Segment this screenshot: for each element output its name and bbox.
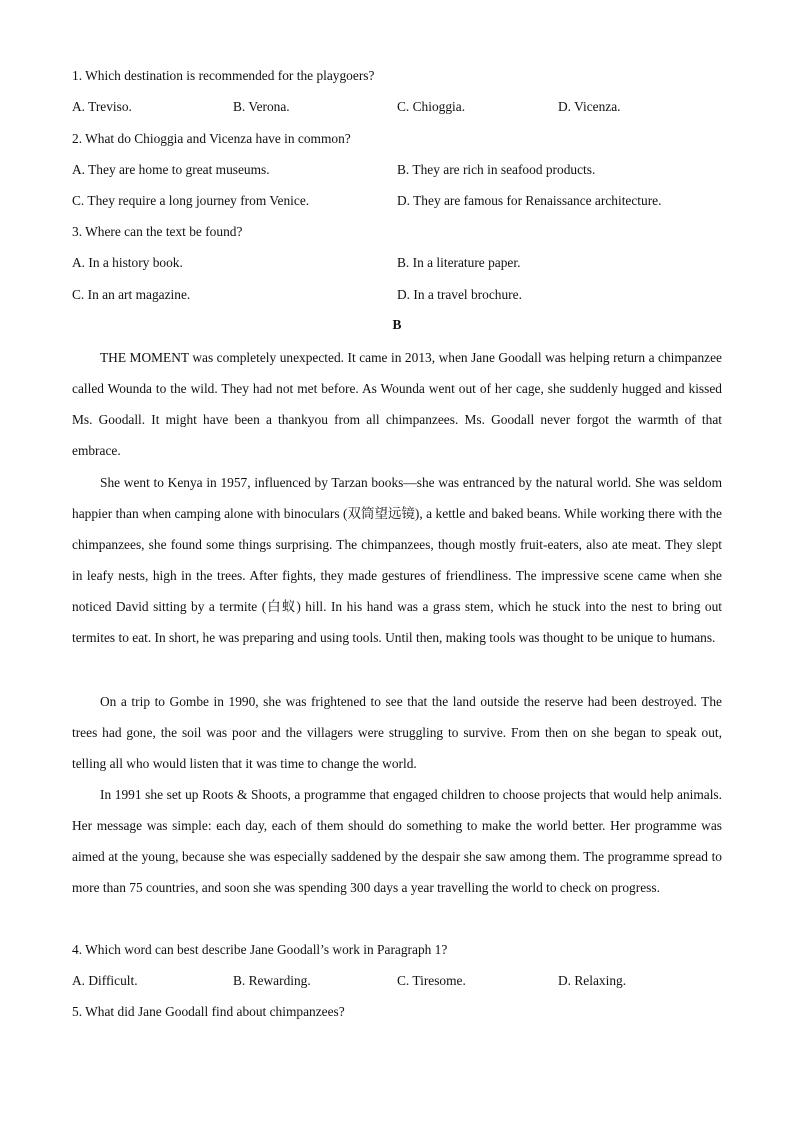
question-3-stem: 3. Where can the text be found?	[72, 224, 243, 239]
question-1-stem: 1. Which destination is recommended for the playgoers?	[72, 68, 375, 83]
question-4-option-b: B. Rewarding.	[233, 973, 311, 988]
question-4-option-a: A. Difficult.	[72, 973, 138, 988]
question-2-option-d: D. They are famous for Renaissance architecture.	[397, 193, 662, 208]
question-2-stem: 2. What do Chioggia and Vicenza have in common?	[72, 131, 351, 146]
question-1-option-b: B. Verona.	[233, 99, 290, 114]
question-3-option-d: D. In a travel brochure.	[397, 287, 522, 302]
passage-paragraph-4: In 1991 she set up Roots & Shoots, a programme that engaged children to choose projects that would help animals. Her message was simple: each day, each of them should do something to make the world better. Her programme was aimed at the young, because she was especially saddened by the despair she saw among them. The programme spread to more than 75 countries, and soon she was spending 300 days a year travelling the world to check on progress.	[72, 787, 722, 896]
question-3-option-b: B. In a literature paper.	[397, 255, 521, 270]
question-4-option-d: D. Relaxing.	[558, 973, 627, 988]
passage-paragraph-1: THE MOMENT was completely unexpected. It came in 2013, when Jane Goodall was helping return a chimpanzee called Wounda to the wild. They had not met before. As Wounda went out of her cage, she suddenly hugged and kissed Ms. Goodall. It might have been a thankyou from all chimpanzees. Ms. Goodall never forgot the warmth of that embrace.	[72, 350, 722, 459]
section-b-heading: B	[392, 317, 402, 332]
question-2-option-c: C. They require a long journey from Venice.	[72, 193, 310, 208]
question-1-option-a: A. Treviso.	[72, 99, 132, 114]
question-2-option-b: B. They are rich in seafood products.	[397, 162, 596, 177]
passage-paragraph-2: She went to Kenya in 1957, influenced by Tarzan books—she was entranced by the natural world. She was seldom happier than when camping alone with binoculars (双筒望远镜), a kettle and baked beans. While working there with the chimpanzees, she found some things surprising. The chimpanzees, though mostly fruit-eaters, also ate meat. They slept in leafy nests, high in the trees. After fights, they made gestures of friendliness. The impressive scene came when she noticed David sitting by a termite (白蚁) hill. In his hand was a grass stem, which he stuck into the nest to bring out termites to eat. In short, he was preparing and using tools. Until then, making tools was thought to be unique to humans.	[72, 475, 722, 646]
question-5-stem: 5. What did Jane Goodall find about chimpanzees?	[72, 1004, 345, 1019]
passage-paragraph-3: On a trip to Gombe in 1990, she was frightened to see that the land outside the reserve had been destroyed. The trees had gone, the soil was poor and the villagers were struggling to survive. From then on she began to speak out, telling all who would listen that it was time to change the world.	[72, 694, 722, 772]
question-4-stem: 4. Which word can best describe Jane Goodall’s work in Paragraph 1?	[72, 942, 448, 957]
question-3-option-c: C. In an art magazine.	[72, 287, 191, 302]
question-1-option-c: C. Chioggia.	[397, 99, 466, 114]
question-4-option-c: C. Tiresome.	[397, 973, 466, 988]
question-2-option-a: A. They are home to great museums.	[72, 162, 270, 177]
question-3-option-a: A. In a history book.	[72, 255, 183, 270]
question-1-option-d: D. Vicenza.	[558, 99, 621, 114]
